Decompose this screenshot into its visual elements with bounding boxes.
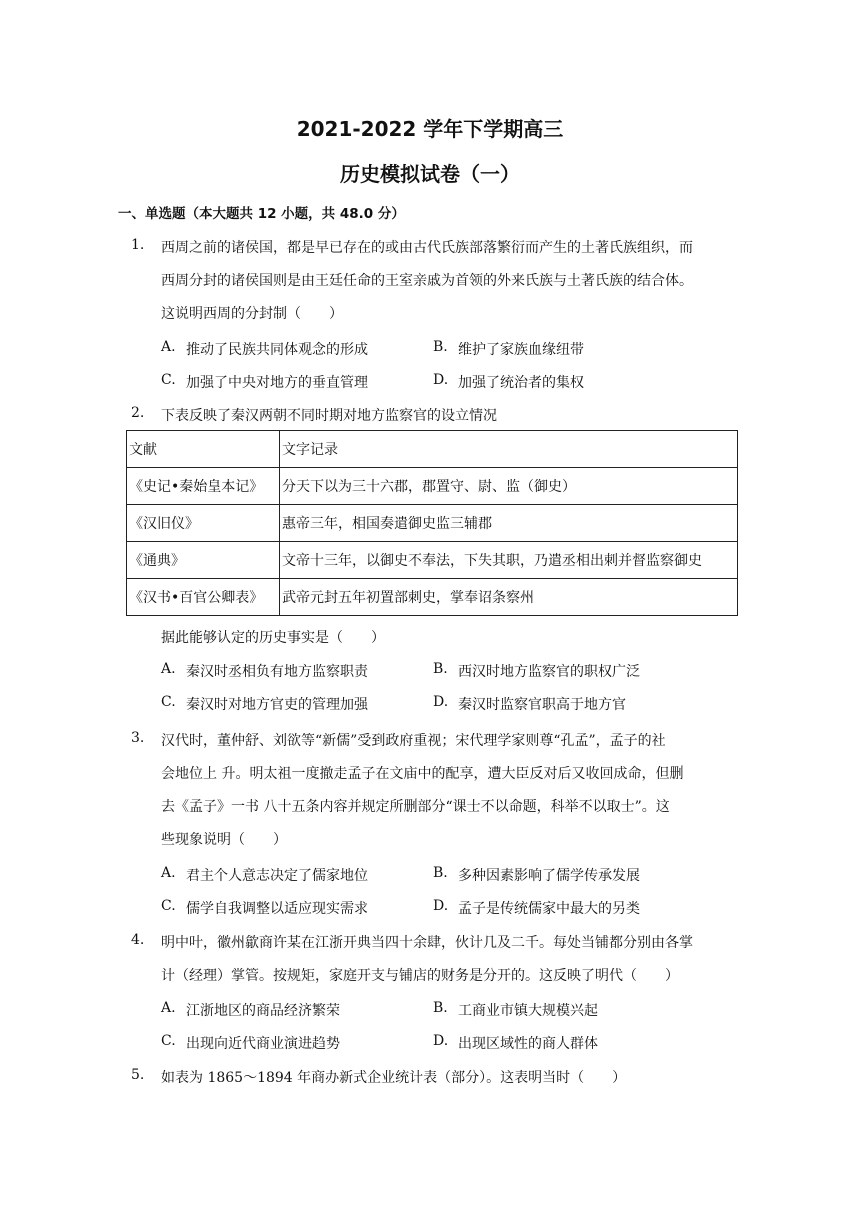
question-2-prompt: 据此能够认定的历史事实是（ ）: [161, 630, 385, 646]
exam-title-line1: 2021-2022 学年下学期高三: [296, 117, 564, 141]
option-text: 孟子是传统儒家中最大的另类: [458, 901, 640, 917]
option-label: C.: [161, 1033, 176, 1049]
question-number: 3.: [131, 730, 145, 746]
table-row: [127, 505, 738, 542]
option-label: B.: [433, 1000, 448, 1016]
question-text-line: 汉代时，董仲舒、刘欲等“新儒”受到政府重视；宋代理学家则尊“孔孟”，孟子的社: [161, 733, 666, 749]
option-label: C.: [161, 898, 176, 914]
question-number: 2.: [131, 405, 145, 421]
option-label: D.: [433, 694, 449, 710]
question-text-line: 些现象说明（ ）: [161, 832, 287, 848]
option-label: D.: [433, 372, 449, 388]
option-text: 儒学自我调整以适应现实需求: [186, 901, 368, 917]
option-label: B.: [433, 865, 448, 881]
table-header-cell: 文字记录: [280, 431, 738, 468]
option-label: A.: [161, 339, 176, 355]
table-header-row: [127, 431, 738, 468]
table-cell: 《通典》: [127, 542, 280, 579]
table-cell: 《史记•秦始皇本记》: [127, 468, 280, 505]
option-label: D.: [433, 898, 449, 914]
option-text: 西汉时地方监察官的职权广泛: [458, 664, 640, 680]
option-text: 君主个人意志决定了儒家地位: [186, 868, 368, 884]
table-cell: 《汉旧仪》: [127, 505, 280, 542]
option-text: 加强了中央对地方的垂直管理: [186, 375, 368, 391]
table-cell: 武帝元封五年初置部刺史，掌奉诏条察州: [280, 579, 738, 616]
option-label: A.: [161, 661, 176, 677]
option-label: A.: [161, 865, 176, 881]
option-text: 维护了家族血缘纽带: [458, 342, 584, 358]
exam-title-line2: 历史模拟试卷（一）: [340, 162, 520, 186]
table-cell: 《汉书•百官公卿表》: [127, 579, 280, 616]
question-text-line: 这说明西周的分封制（ ）: [161, 306, 343, 322]
option-text: 出现区域性的商人群体: [458, 1036, 598, 1052]
option-text: 工商业市镇大规模兴起: [458, 1003, 598, 1019]
option-label: C.: [161, 694, 176, 710]
option-text: 秦汉时对地方官吏的管理加强: [186, 697, 368, 713]
question-text-line: 会地位上 升。明太祖一度撤走孟子在文庙中的配享，遭大臣反对后又收回成命，但删: [161, 766, 684, 782]
question-text-line: 计（经理）掌管。按规矩，家庭开支与铺店的财务是分开的。这反映了明代（ ）: [161, 968, 679, 984]
option-text: 秦汉时丞相负有地方监察职责: [186, 664, 368, 680]
question-text-line: 下表反映了秦汉两朝不同时期对地方监察官的设立情况: [161, 408, 497, 424]
table-cell: 文帝十三年，以御史不奉法，下失其职，乃遣丞相出刺并督监察御史: [280, 542, 738, 579]
question-text-line: 如表为 1865～1894 年商办新式企业统计表（部分）。这表明当时（ ）: [161, 1070, 627, 1086]
question-number: 1.: [131, 237, 145, 253]
question-text-line: 去《孟子》一书 八十五条内容并规定所删部分“课士不以命题，科举不以取士”。这: [161, 799, 670, 815]
option-text: 江浙地区的商品经济繁荣: [186, 1003, 340, 1019]
option-text: 加强了统治者的集权: [458, 375, 584, 391]
table-cell: 惠帝三年，相国奏遣御史监三辅郡: [280, 505, 738, 542]
question-number: 5.: [131, 1067, 145, 1083]
option-label: B.: [433, 661, 448, 677]
option-label: C.: [161, 372, 176, 388]
table-row: [127, 468, 738, 505]
section-heading: 一、单选题（本大题共 12 小题，共 48.0 分）: [118, 206, 405, 222]
source-table: [126, 430, 738, 616]
option-label: A.: [161, 1000, 176, 1016]
option-text: 多种因素影响了儒学传承发展: [458, 868, 640, 884]
table-cell: 分天下以为三十六郡，郡置守、尉、监（御史）: [280, 468, 738, 505]
question-text-line: 西周之前的诸侯国，都是早已存在的或由古代氏族部落繁衍而产生的土著氏族组织，而: [161, 240, 693, 256]
option-label: D.: [433, 1033, 449, 1049]
option-label: B.: [433, 339, 448, 355]
option-text: 推动了民族共同体观念的形成: [186, 342, 368, 358]
option-text: 秦汉时监察官职高于地方官: [458, 697, 626, 713]
question-number: 4.: [131, 932, 145, 948]
table-row: [127, 579, 738, 616]
question-text-line: 明中叶，徽州歙商许某在江浙开典当四十余肆，伙计几及二千。每处当铺都分别由各掌: [161, 935, 693, 951]
table-row: [127, 542, 738, 579]
option-text: 出现向近代商业演进趋势: [186, 1036, 340, 1052]
question-text-line: 西周分封的诸侯国则是由王廷任命的王室亲戚为首领的外来氏族与土著氏族的结合体。: [161, 273, 693, 289]
table-header-cell: 文献: [127, 431, 280, 468]
